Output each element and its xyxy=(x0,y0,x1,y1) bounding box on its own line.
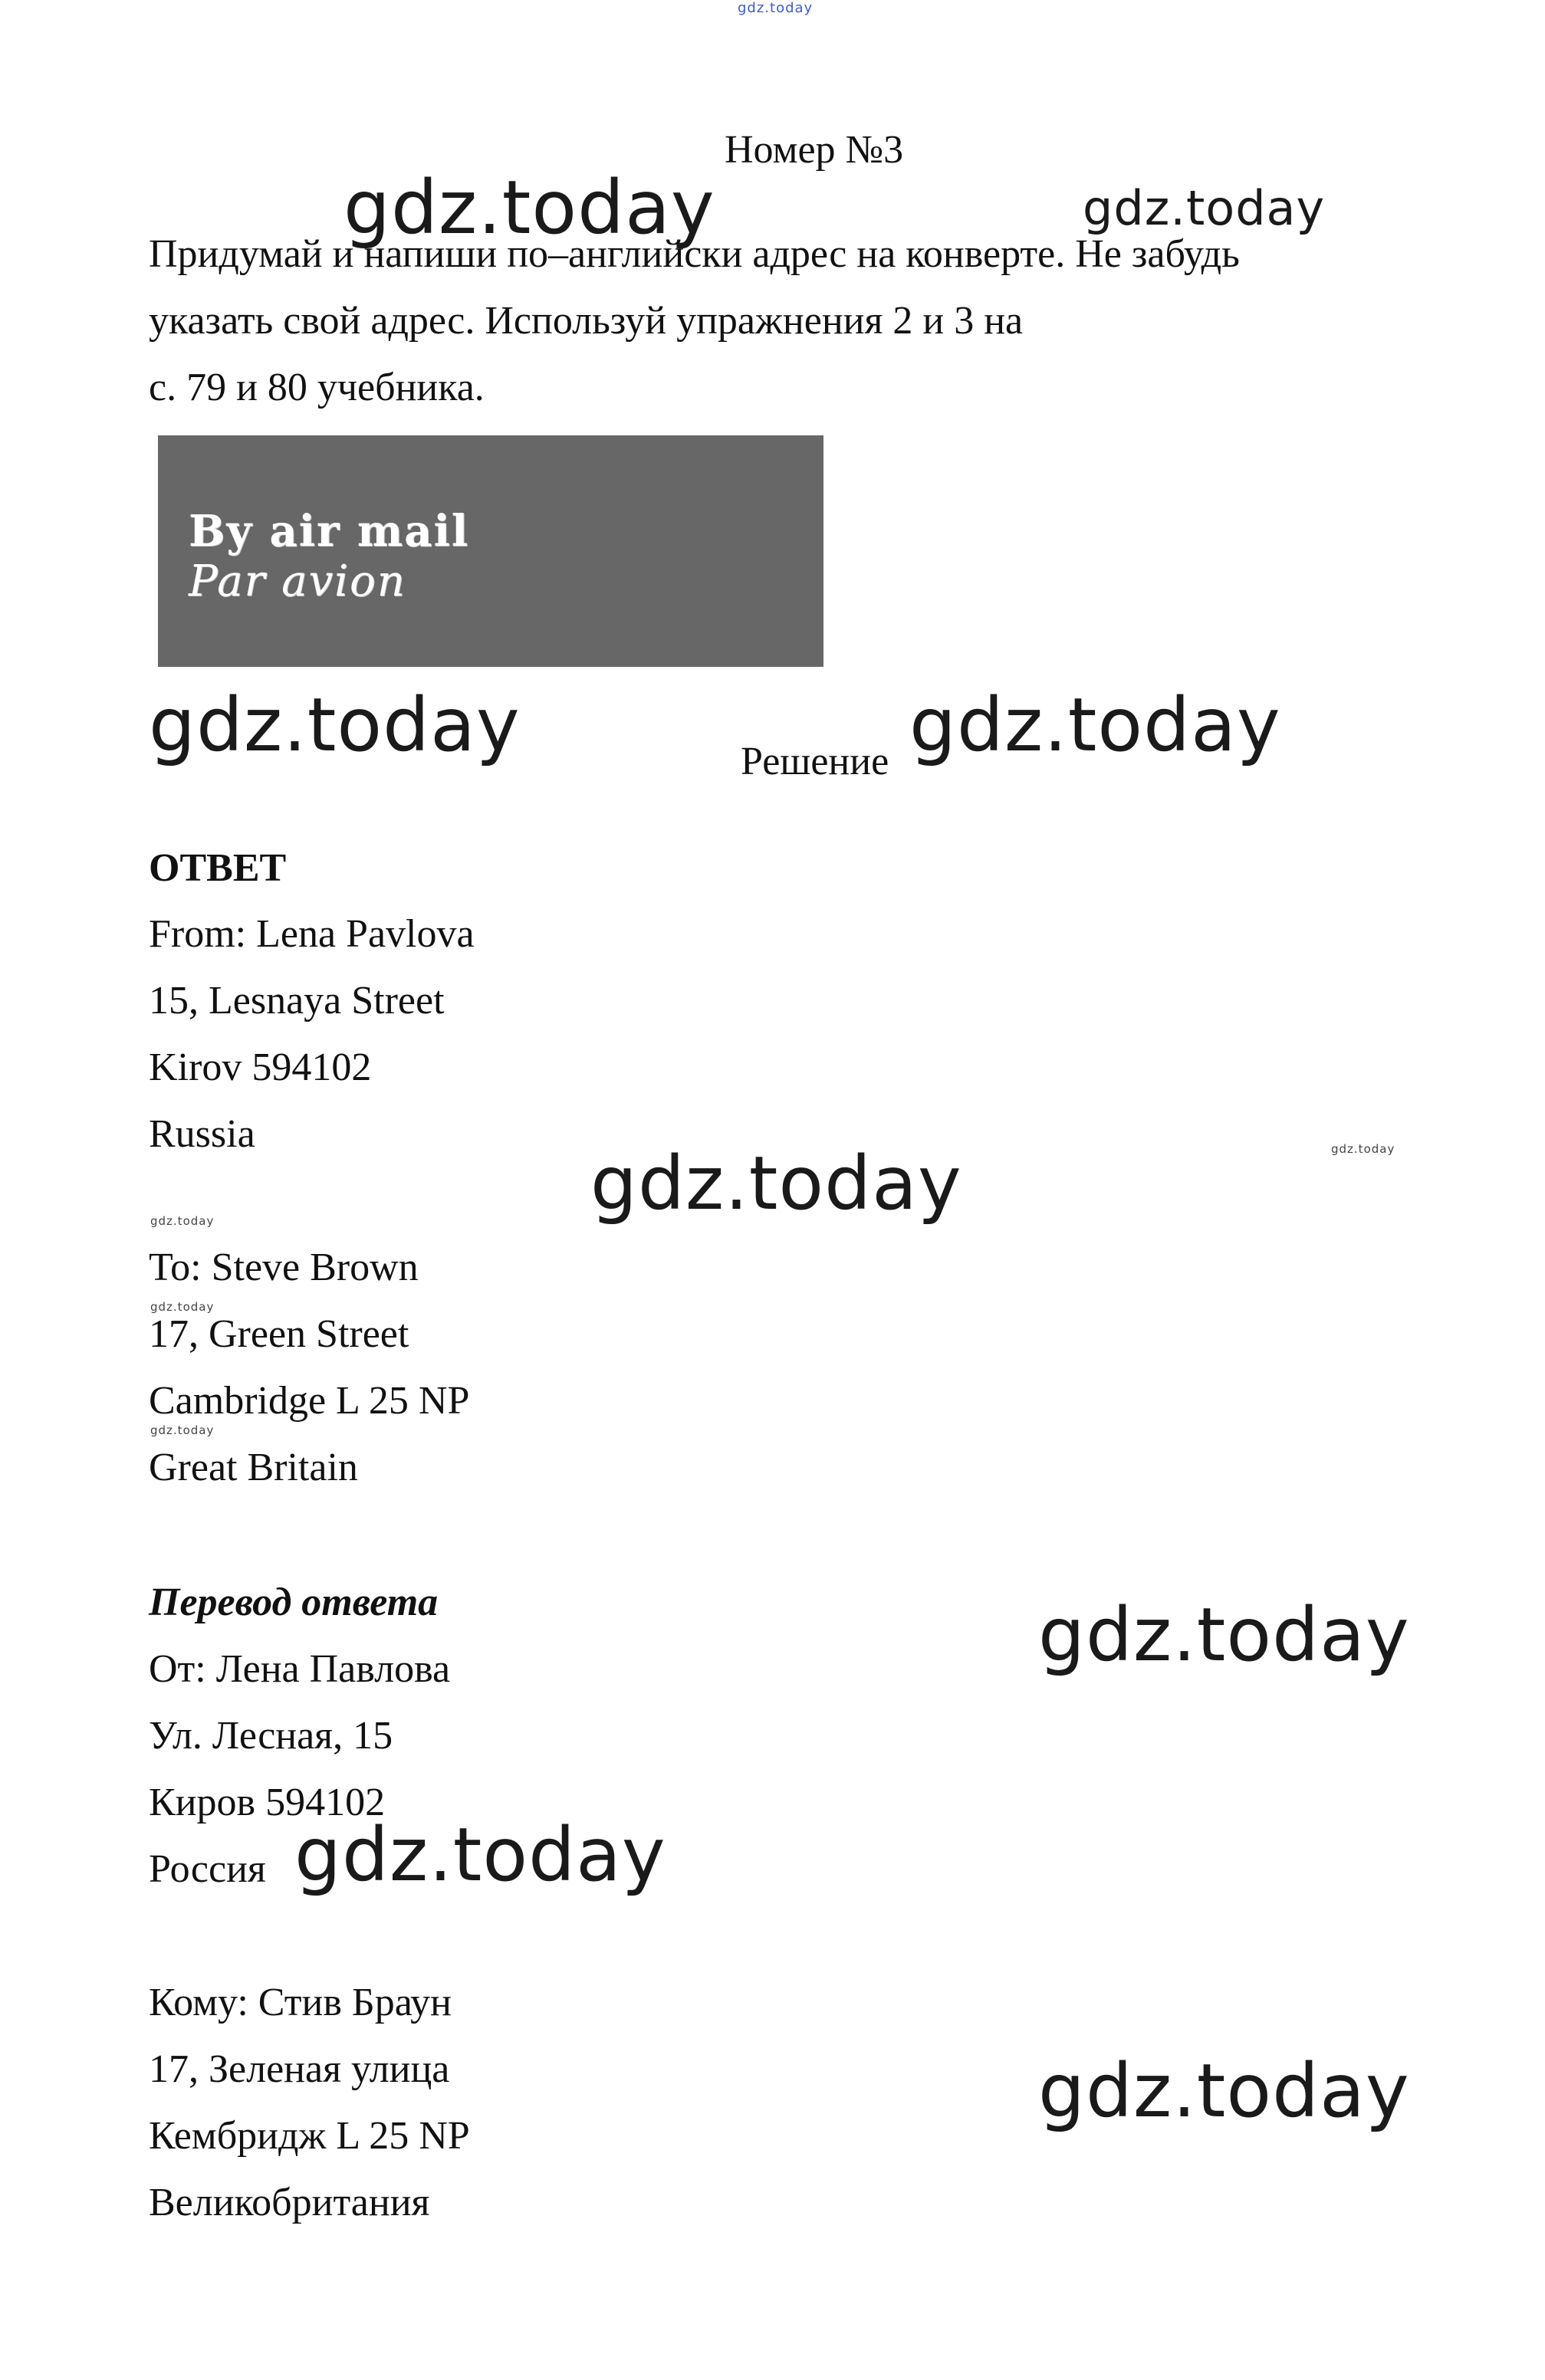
answer-from-line: 15, Lesnaya Street xyxy=(149,979,445,1023)
watermark-small: gdz.today xyxy=(150,1423,215,1437)
translation-to-line: Кембридж L 25 NP xyxy=(149,2114,470,2158)
answer-from-line: Russia xyxy=(149,1112,255,1156)
task-line-2: указать свой адрес. Используй упражнения 2 и 3 на xyxy=(149,299,1024,343)
answer-to-line: 17, Green Street xyxy=(149,1312,409,1356)
watermark-medium: gdz.today xyxy=(1083,180,1326,236)
translation-from-line: Ул. Лесная, 15 xyxy=(149,1714,393,1758)
answer-from-line: From: Lena Pavlova xyxy=(149,912,475,956)
watermark-small: gdz.today xyxy=(150,1300,215,1314)
air-mail-line-1: By air mail xyxy=(189,506,470,556)
translation-to-line: Кому: Стив Браун xyxy=(149,1981,452,2024)
answer-to-line: Great Britain xyxy=(149,1446,358,1489)
task-line-1: Придумай и напиши по–английски адрес на конверте. Не забудь xyxy=(149,232,1240,276)
translation-from-line: Россия xyxy=(149,1847,266,1891)
answer-from-line: Kirov 594102 xyxy=(149,1046,372,1089)
answer-heading: ОТВЕТ xyxy=(149,846,287,890)
air-mail-line-2: Par avion xyxy=(189,556,406,606)
page-title: Номер №3 xyxy=(725,128,904,172)
watermark-small: gdz.today xyxy=(738,0,814,16)
translation-heading: Перевод ответа xyxy=(149,1581,439,1624)
watermark-large: gdz.today xyxy=(294,1812,666,1898)
watermark-large: gdz.today xyxy=(1038,2048,1410,2134)
solution-label: Решение xyxy=(741,740,889,783)
watermark-large: gdz.today xyxy=(1038,1592,1410,1678)
answer-to-line: To: Steve Brown xyxy=(149,1246,419,1289)
watermark-large: gdz.today xyxy=(590,1141,962,1226)
translation-to-line: 17, Зеленая улица xyxy=(149,2047,450,2091)
translation-from-line: Киров 594102 xyxy=(149,1781,386,1824)
watermark-small: gdz.today xyxy=(150,1214,215,1228)
air-mail-label-image xyxy=(158,435,823,667)
translation-to-line: Великобритания xyxy=(149,2181,430,2224)
watermark-small: gdz.today xyxy=(1331,1142,1395,1156)
watermark-large: gdz.today xyxy=(909,682,1281,768)
watermark-large: gdz.today xyxy=(344,165,715,251)
task-line-3: с. 79 и 80 учебника. xyxy=(149,366,485,409)
translation-from-line: От: Лена Павлова xyxy=(149,1647,451,1691)
answer-to-line: Cambridge L 25 NP xyxy=(149,1379,470,1423)
watermark-large: gdz.today xyxy=(149,682,521,768)
